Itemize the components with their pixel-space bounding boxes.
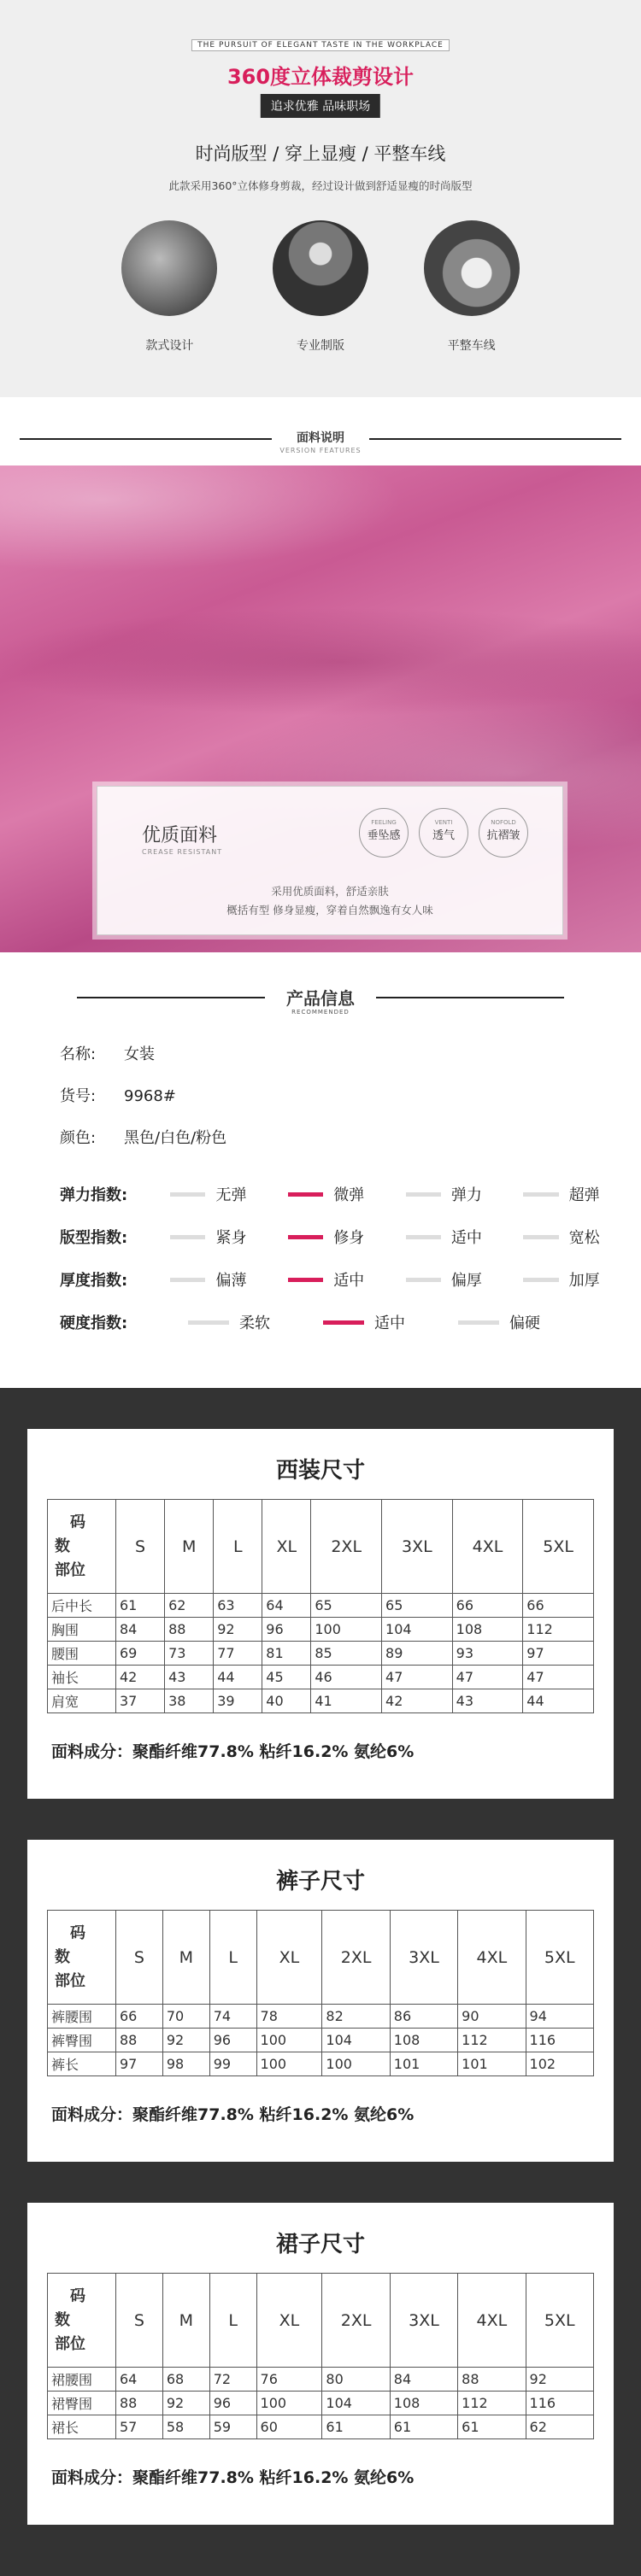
feature-label: 专业制版: [296, 339, 344, 353]
index-row: [60, 1301, 641, 1344]
size-header: L: [209, 1911, 256, 2005]
hero-title: 360度立体裁剪设计: [226, 65, 415, 89]
index-row: [60, 1173, 641, 1215]
row-label: 裙腰围: [48, 2368, 116, 2392]
table-cell: 88: [165, 1618, 214, 1642]
size-header: M: [162, 1911, 209, 2005]
size-panel: [27, 2203, 614, 2525]
table-cell: 57: [116, 2415, 163, 2439]
quality-badge: NOFOLD 抗褶皱: [479, 808, 528, 858]
table-cell: 104: [322, 2392, 390, 2415]
table-cell: 68: [162, 2368, 209, 2392]
size-header: 3XL: [390, 2274, 457, 2368]
index-row: [60, 1258, 641, 1301]
table-cell: 74: [209, 2005, 256, 2029]
table-cell: 96: [262, 1618, 311, 1642]
feature-label: 平整车线: [447, 339, 496, 353]
index-label: 版型指数:: [60, 1229, 128, 1247]
size-header: XL: [256, 1911, 322, 2005]
size-chart-title: 裙子尺寸: [275, 2232, 365, 2257]
table-cell: 44: [523, 1689, 594, 1713]
table-cell: 41: [311, 1689, 382, 1713]
table-cell: 73: [165, 1642, 214, 1666]
hero-badge: 追求优雅 品味职场: [261, 94, 380, 118]
table-cell: 112: [523, 1618, 594, 1642]
table-cell: 61: [322, 2415, 390, 2439]
table-cell: 92: [214, 1618, 262, 1642]
table-cell: 72: [209, 2368, 256, 2392]
info-title: 产品信息: [286, 988, 355, 1009]
index-marker: [170, 1235, 205, 1239]
table-cell: 100: [311, 1618, 382, 1642]
info-title-en: RECOMMENDED: [291, 1009, 350, 1016]
table-cell: 38: [165, 1689, 214, 1713]
table-cell: 64: [262, 1594, 311, 1618]
row-label: 裤腰围: [48, 2005, 116, 2029]
index-option: 柔软: [239, 1314, 270, 1332]
index-label: 厚度指数:: [60, 1272, 128, 1290]
sewing-photo: [424, 220, 520, 316]
fabric-composition: 面料成分：聚酯纤维77.8% 粘纤16.2% 氨纶6%: [51, 2468, 415, 2487]
table-cell: 100: [256, 2392, 322, 2415]
index-option: 修身: [333, 1229, 365, 1247]
table-cell: 45: [262, 1666, 311, 1689]
table-cell: 88: [116, 2029, 163, 2052]
size-header: XL: [256, 2274, 322, 2368]
table-cell: 88: [116, 2392, 163, 2415]
table-row: [48, 1642, 594, 1666]
fabric-title-en: VERSION FEATURES: [279, 447, 362, 454]
hero-slogan: 时尚版型 / 穿上显瘦 / 平整车线: [195, 143, 446, 164]
table-cell: 108: [452, 1618, 523, 1642]
size-header: 5XL: [523, 1500, 594, 1594]
index-marker-active: [288, 1192, 323, 1197]
table-cell: 89: [382, 1642, 453, 1666]
index-marker: [170, 1192, 205, 1197]
table-row: [48, 1689, 594, 1713]
index-marker: [170, 1278, 205, 1282]
index-option: 弹力: [450, 1186, 482, 1204]
quality-title-en: CREASE RESISTANT: [142, 848, 223, 856]
index-marker: [523, 1192, 558, 1197]
table-cell: 101: [390, 2052, 457, 2076]
size-header: M: [162, 2274, 209, 2368]
quality-badge: VENTI 透气: [419, 808, 468, 858]
table-cell: 47: [452, 1666, 523, 1689]
table-row: [48, 2029, 594, 2052]
table-cell: 43: [165, 1666, 214, 1689]
table-cell: 60: [256, 2415, 322, 2439]
feature-circles: [0, 220, 641, 354]
size-header: 5XL: [526, 1911, 593, 2005]
index-option: 超弹: [568, 1186, 600, 1204]
size-panel: [27, 1840, 614, 2162]
table-cell: 82: [322, 2005, 390, 2029]
table-cell: 40: [262, 1689, 311, 1713]
table-cell: 100: [256, 2052, 322, 2076]
feature-label: 款式设计: [145, 339, 194, 353]
table-row: [48, 2005, 594, 2029]
table-row: [48, 1618, 594, 1642]
table-cell: 66: [452, 1594, 523, 1618]
table-cell: 104: [322, 2029, 390, 2052]
table-cell: 84: [390, 2368, 457, 2392]
table-cell: 76: [256, 2368, 322, 2392]
size-panel: [27, 1429, 614, 1799]
fabric-section: [0, 397, 641, 952]
index-option: 适中: [333, 1272, 365, 1290]
table-corner: 码 数 部位: [48, 1500, 116, 1594]
table-row: [48, 1666, 594, 1689]
size-header: L: [214, 1500, 262, 1594]
row-label: 肩宽: [48, 1689, 116, 1713]
table-cell: 58: [162, 2415, 209, 2439]
design-section: [0, 0, 641, 397]
table-row: [48, 1594, 594, 1618]
size-header: S: [116, 2274, 163, 2368]
table-cell: 70: [162, 2005, 209, 2029]
size-table: [47, 2273, 594, 2439]
table-cell: 42: [116, 1666, 165, 1689]
table-cell: 112: [458, 2029, 526, 2052]
table-cell: 84: [116, 1618, 165, 1642]
table-cell: 96: [209, 2029, 256, 2052]
index-marker-active: [323, 1320, 364, 1325]
table-cell: 59: [209, 2415, 256, 2439]
index-scales: [0, 1173, 641, 1344]
table-cell: 39: [214, 1689, 262, 1713]
table-row: [48, 2415, 594, 2439]
size-header: S: [116, 1911, 163, 2005]
index-option: 加厚: [568, 1272, 600, 1290]
table-cell: 98: [162, 2052, 209, 2076]
table-cell: 108: [390, 2392, 457, 2415]
table-cell: 85: [311, 1642, 382, 1666]
table-cell: 47: [523, 1666, 594, 1689]
table-cell: 46: [311, 1666, 382, 1689]
index-option: 适中: [450, 1229, 482, 1247]
size-table: [47, 1499, 594, 1713]
table-cell: 104: [382, 1618, 453, 1642]
size-header: 3XL: [390, 1911, 457, 2005]
row-label: 裙长: [48, 2415, 116, 2439]
info-row: 颜色: 黑色/白色/粉色: [60, 1129, 227, 1147]
fabric-image: [0, 465, 641, 952]
table-cell: 61: [116, 1594, 165, 1618]
table-header-row: [48, 2274, 594, 2368]
feature-item: [420, 220, 523, 354]
table-cell: 86: [390, 2005, 457, 2029]
info-list: [0, 1033, 641, 1159]
table-cell: 81: [262, 1642, 311, 1666]
size-header: 2XL: [322, 1911, 390, 2005]
table-row: [48, 2368, 594, 2392]
index-option: 宽松: [568, 1229, 600, 1247]
index-option: 微弹: [333, 1186, 365, 1204]
size-chart-title: 西装尺寸: [275, 1458, 365, 1484]
table-corner: 码 数 部位: [48, 1911, 116, 2005]
row-label: 后中长: [48, 1594, 116, 1618]
table-cell: 37: [116, 1689, 165, 1713]
size-table: [47, 1910, 594, 2076]
table-cell: 47: [382, 1666, 453, 1689]
table-cell: 88: [458, 2368, 526, 2392]
table-cell: 66: [523, 1594, 594, 1618]
index-marker: [406, 1278, 441, 1282]
table-cell: 116: [526, 2392, 593, 2415]
row-label: 腰围: [48, 1642, 116, 1666]
table-header-row: [48, 1500, 594, 1594]
table-cell: 92: [526, 2368, 593, 2392]
index-marker: [458, 1320, 499, 1325]
fabric-header: [0, 397, 641, 465]
index-option: 无弹: [215, 1186, 247, 1204]
table-cell: 116: [526, 2029, 593, 2052]
index-label: 硬度指数:: [60, 1314, 128, 1332]
product-info-section: [0, 952, 641, 1388]
index-marker: [406, 1192, 441, 1197]
table-cell: 90: [458, 2005, 526, 2029]
table-cell: 65: [311, 1594, 382, 1618]
index-option: 偏硬: [509, 1314, 540, 1332]
size-charts-section: [0, 1388, 641, 2576]
info-row: 名称: 女装: [60, 1045, 155, 1063]
table-cell: 64: [116, 2368, 163, 2392]
table-cell: 92: [162, 2029, 209, 2052]
table-cell: 61: [458, 2415, 526, 2439]
table-cell: 78: [256, 2005, 322, 2029]
table-cell: 93: [452, 1642, 523, 1666]
design-photo: [121, 220, 217, 316]
size-header: XL: [262, 1500, 311, 1594]
index-marker: [523, 1235, 558, 1239]
size-header: 4XL: [458, 2274, 526, 2368]
feature-item: [118, 220, 221, 354]
index-option: 偏薄: [215, 1272, 247, 1290]
size-header: 5XL: [526, 2274, 593, 2368]
table-row: [48, 2392, 594, 2415]
fabric-card: [97, 786, 563, 935]
fabric-composition: 面料成分：聚酯纤维77.8% 粘纤16.2% 氨纶6%: [51, 2105, 415, 2124]
size-header: S: [116, 1500, 165, 1594]
row-label: 胸围: [48, 1618, 116, 1642]
table-cell: 43: [452, 1689, 523, 1713]
table-cell: 99: [209, 2052, 256, 2076]
feature-item: [269, 220, 372, 354]
table-cell: 100: [322, 2052, 390, 2076]
index-label: 弹力指数:: [60, 1186, 128, 1204]
table-cell: 97: [116, 2052, 163, 2076]
table-header-row: [48, 1911, 594, 2005]
size-header: 2XL: [311, 1500, 382, 1594]
index-option: 紧身: [215, 1229, 247, 1247]
row-label: 裤长: [48, 2052, 116, 2076]
table-cell: 94: [526, 2005, 593, 2029]
table-cell: 42: [382, 1689, 453, 1713]
index-marker-active: [288, 1278, 323, 1282]
fabric-title: 面料说明: [297, 431, 344, 445]
index-option: 适中: [374, 1314, 405, 1332]
row-label: 裙臀围: [48, 2392, 116, 2415]
size-header: 4XL: [458, 1911, 526, 2005]
table-cell: 80: [322, 2368, 390, 2392]
index-option: 偏厚: [450, 1272, 482, 1290]
info-header: [0, 952, 641, 1033]
fabric-composition: 面料成分：聚酯纤维77.8% 粘纤16.2% 氨纶6%: [51, 1742, 415, 1761]
table-cell: 112: [458, 2392, 526, 2415]
hero-tagline: THE PURSUIT OF ELEGANT TASTE IN THE WORKPLACE: [0, 41, 641, 50]
hero-description: 此款采用360°立体修身剪裁，经过设计做到舒适显瘦的时尚版型: [168, 179, 473, 192]
quality-title: 优质面料: [142, 825, 218, 846]
table-cell: 102: [526, 2052, 593, 2076]
table-cell: 61: [390, 2415, 457, 2439]
quality-badge: FEELING 垂坠感: [359, 808, 409, 858]
table-cell: 77: [214, 1642, 262, 1666]
quality-text: 采用优质面料，舒适亲肤 概括有型 修身显瘦，穿着自然飘逸有女人味: [226, 885, 433, 916]
table-cell: 69: [116, 1642, 165, 1666]
table-row: [48, 2052, 594, 2076]
table-corner: 码 数 部位: [48, 2274, 116, 2368]
size-header: M: [165, 1500, 214, 1594]
table-cell: 62: [165, 1594, 214, 1618]
table-cell: 97: [523, 1642, 594, 1666]
table-cell: 65: [382, 1594, 453, 1618]
size-header: 4XL: [452, 1500, 523, 1594]
table-cell: 66: [116, 2005, 163, 2029]
table-cell: 92: [162, 2392, 209, 2415]
table-cell: 96: [209, 2392, 256, 2415]
size-header: L: [209, 2274, 256, 2368]
info-row: 货号: 9968#: [60, 1087, 176, 1105]
index-row: [60, 1215, 641, 1258]
size-header: 3XL: [382, 1500, 453, 1594]
row-label: 裤臀围: [48, 2029, 116, 2052]
table-cell: 100: [256, 2029, 322, 2052]
index-marker-active: [288, 1235, 323, 1239]
table-cell: 63: [214, 1594, 262, 1618]
index-marker: [406, 1235, 441, 1239]
table-cell: 62: [526, 2415, 593, 2439]
tailor-photo: [273, 220, 368, 316]
size-chart-title: 裤子尺寸: [275, 1869, 365, 1894]
table-cell: 101: [458, 2052, 526, 2076]
index-marker: [523, 1278, 558, 1282]
quality-badges: [359, 808, 528, 858]
row-label: 袖长: [48, 1666, 116, 1689]
size-header: 2XL: [322, 2274, 390, 2368]
index-marker: [188, 1320, 229, 1325]
table-cell: 44: [214, 1666, 262, 1689]
table-cell: 108: [390, 2029, 457, 2052]
